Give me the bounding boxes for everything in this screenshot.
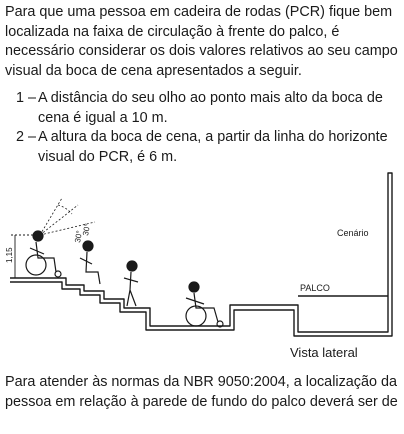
height-label: 1,15 xyxy=(5,247,14,263)
stage-label: PALCO xyxy=(300,283,330,293)
sight-line-mid xyxy=(40,205,78,235)
seated-person xyxy=(80,241,100,284)
conclusion-paragraph: Para atender às normas da NBR 9050:2004, a localização da pessoa em relação à parede de fundo do palco deverá ser de xyxy=(5,374,398,410)
angle-label-1: 30° xyxy=(73,229,85,244)
sight-line-upper xyxy=(40,198,62,235)
theater-side-view-figure xyxy=(0,168,404,368)
wheelchair-person-center xyxy=(186,282,223,327)
list-item-number: 2 – xyxy=(16,129,37,145)
list-item-text: A distância do seu olho ao ponto mais alto da boca de cena é igual a 10 m. xyxy=(38,90,383,126)
standing-person xyxy=(124,261,138,306)
wheelchair-person-left xyxy=(26,231,61,277)
scenario-label: Cenário xyxy=(337,228,369,238)
view-label: Vista lateral xyxy=(290,345,358,360)
angle-arc xyxy=(58,205,72,214)
list-item-number: 1 – xyxy=(16,90,37,106)
list-item-text: A altura da boca de cena, a partir da linha do horizonte visual do PCR, é 6 m. xyxy=(38,129,388,165)
angle-label-2: 30° xyxy=(81,222,93,237)
floor-steps-outline xyxy=(10,173,392,336)
intro-paragraph: Para que uma pessoa em cadeira de rodas (PCR) fique bem localizada na faixa de circulação à frente do palco, é necessário considerar os dois valores relativos ao seu campo visual da boca de cena apresentados a seguir. xyxy=(5,4,398,79)
